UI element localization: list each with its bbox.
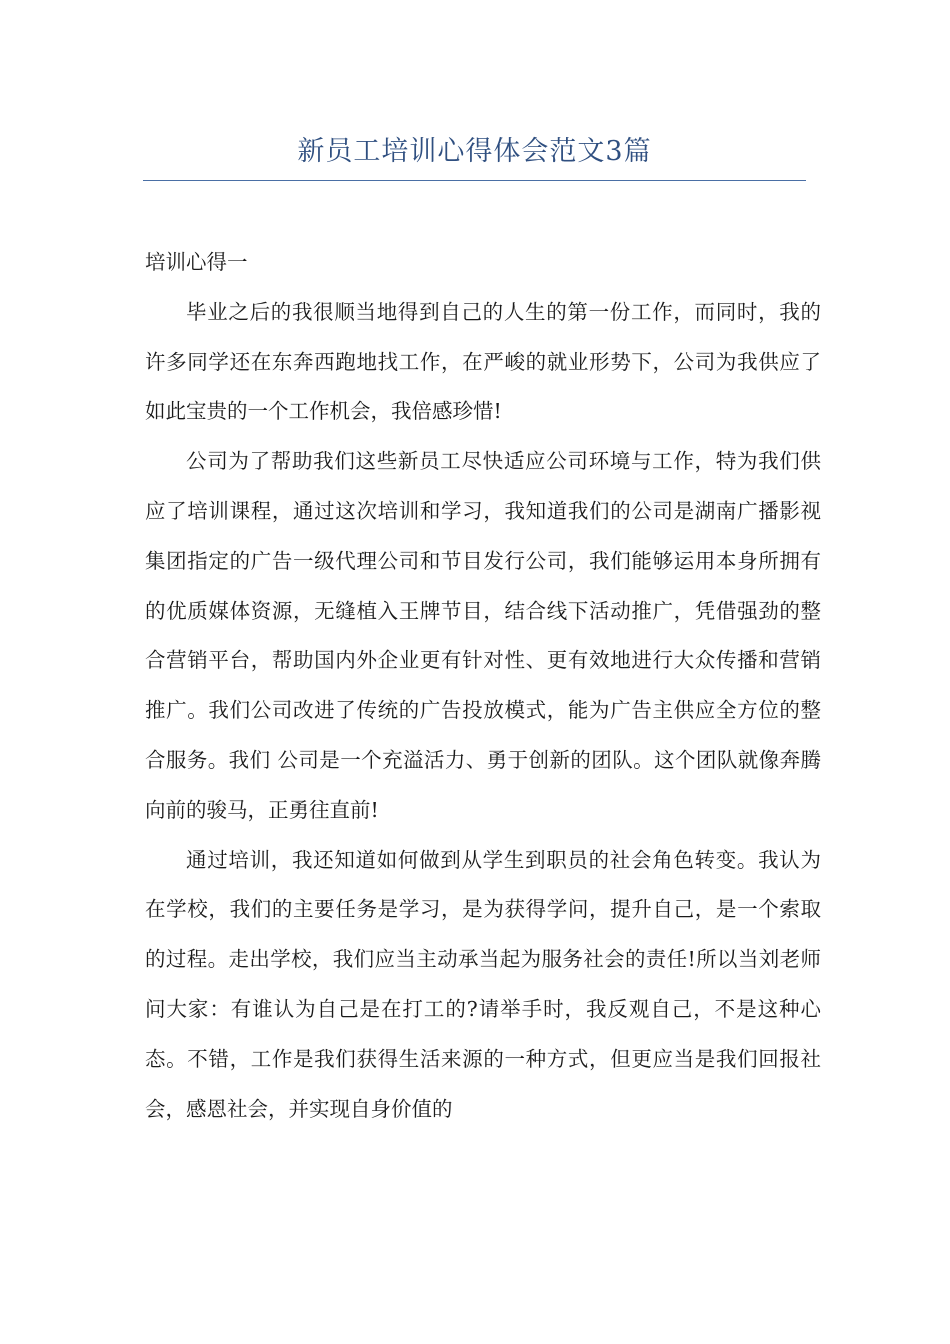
paragraph: 毕业之后的我很顺当地得到自己的人生的第一份工作，而同时，我的许多同学还在东奔西跑地找工作，在严峻的就业形势下，公司为我供应了如此宝贵的一个工作机会，我倍感珍惜! [145,299,821,424]
paragraph: 通过培训，我还知道如何做到从学生到职员的社会角色转变。我认为在学校，我们的主要任务是学习，是为获得学问，提升自己，是一个索取的过程。走出学校，我们应当主动承当起为服务社会的责任!所以当刘老师问大家：有谁认为自己是在打工的?请举手时，我反观自己，不是这种心态。不错，工作是我们获得生活来源的一种方式，但更应当是我们回报社会，感恩社会，并实现自身价值的 [145,847,821,1121]
document-title: 新员工培训心得体会范文3篇 [297,136,652,167]
paragraph: 公司为了帮助我们这些新员工尽快适应公司环境与工作，特为我们供应了培训课程，通过这次培训和学习，我知道我们的公司是湖南广播影视集团指定的广告一级代理公司和节目发行公司，我们能够运用本身所拥有的优质媒体资源，无缝植入王牌节目，结合线下活动推广，凭借强劲的整合营销平台，帮助国内外企业更有针对性、更有效地进行大众传播和营销推广。我们公司改进了传统的广告投放模式，能为广告主供应全方位的整合服务。我们 公司是一个充溢活力、勇于创新的团队。这个团队就像奔腾向前的骏马，正勇往直前! [145,449,821,822]
document-body [145,238,821,1134]
section-heading: 培训心得一 [145,250,248,274]
title-underline [143,180,806,181]
